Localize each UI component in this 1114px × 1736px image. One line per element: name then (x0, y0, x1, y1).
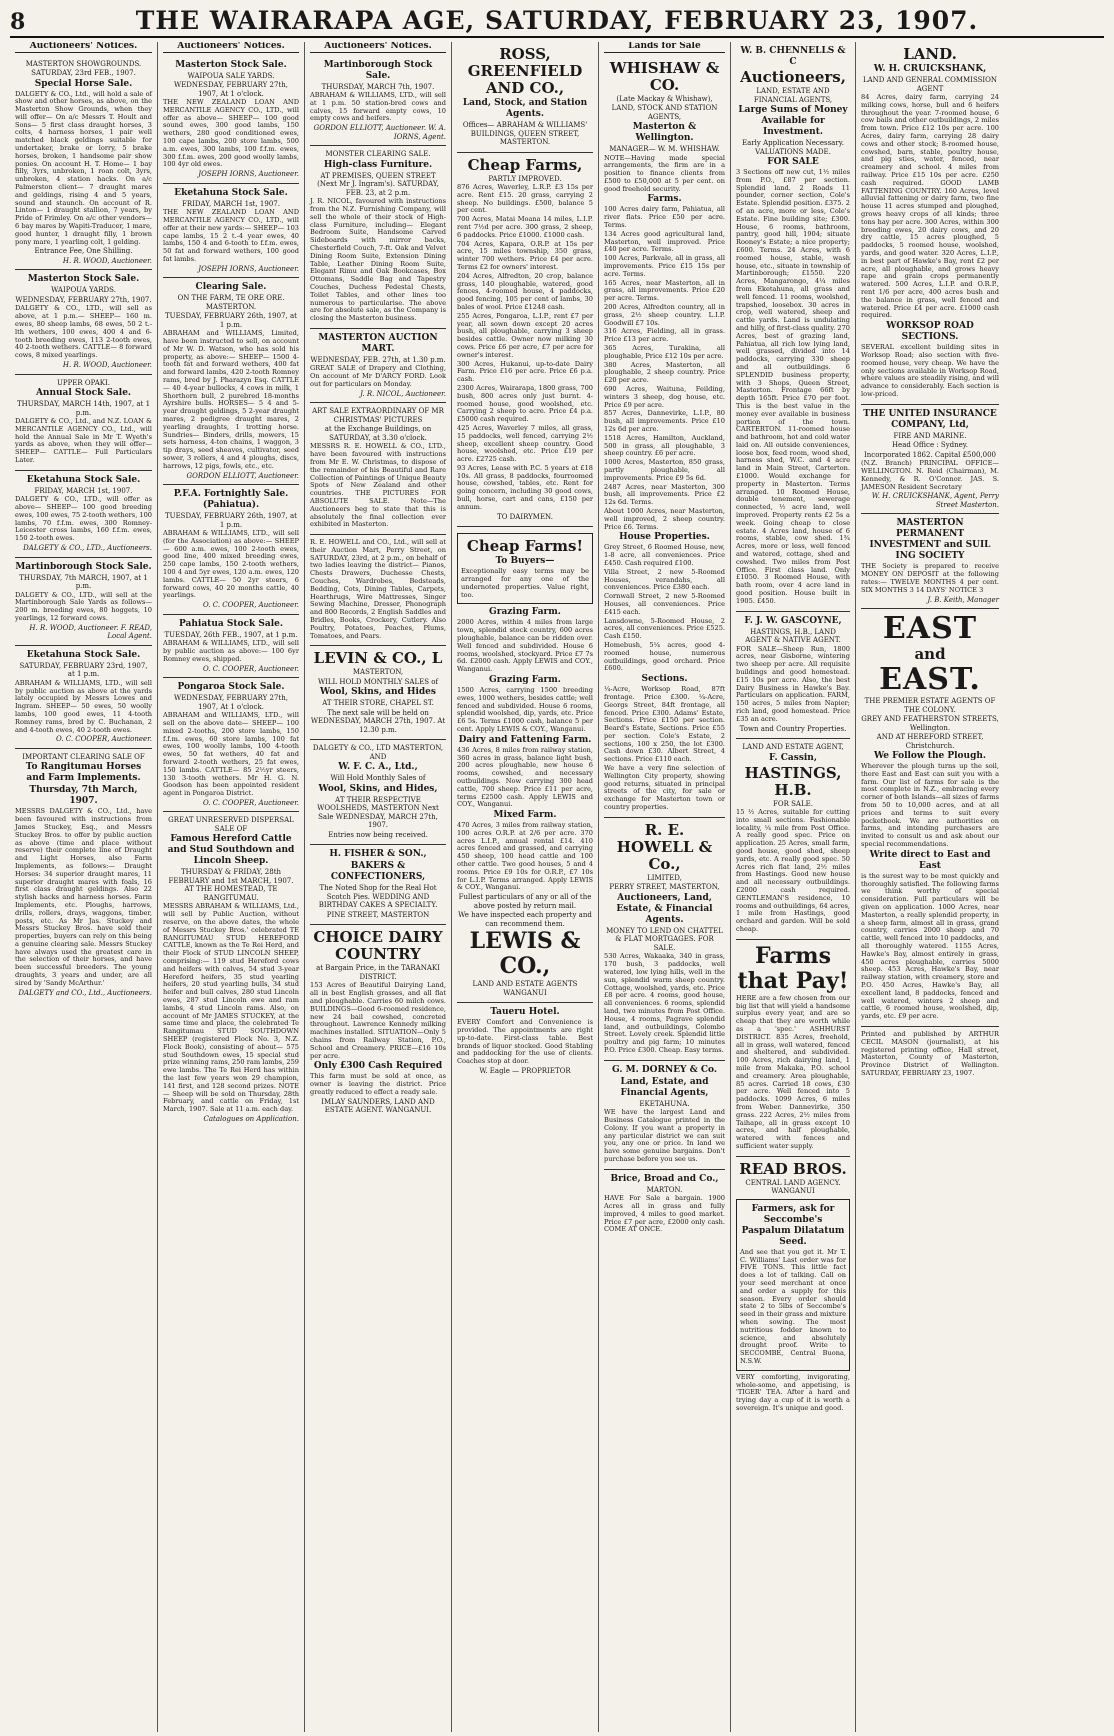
farm-listing: 93 Acres, Lease with P.C. 5 years at £18 10s. All grass, 8 paddocks, fourroomed house, cowshed, tables, etc. Rent for going concern, including 30 good cows, bull, horse, cart and cans, £150 per annum. (457, 463, 593, 511)
column-4 (452, 42, 599, 1732)
farm-listing: 200 Acres, Alfredton country, all in grass, 2½ sheep country. L.I.P. Goodwill £7 10s. (604, 303, 725, 327)
ad-ross-greenfield: ROSS, GREENFIELD AND CO., Land, Stock, and Station Agents. Offices— ABRAHAM & WILLIAMS' BUILDINGS, QUEEN STREET, MASTERTON. (457, 42, 593, 153)
farm-listing: 316 Acres, Fielding, all in grass. Price £13 per acre. (604, 327, 725, 344)
farm-listing: 365 Acres, Turakina, all ploughable, Price £12 10s per acre. (604, 344, 725, 360)
ad-fisher-bakers: H. FISHER & SON., BAKERS & CONFECTIONERS, The Noted Shop for the Real Hot Scotch Pies. WEDDING AND BIRTHDAY CAKES A SPECIALTY. PINE STREET, MASTERTON (310, 845, 446, 925)
ad-masterton-stock-sale: Masterton Stock Sale. WAIPOUA YARDS. WEDNESDAY, FEBRUARY 27th, 1907. DALGETY & CO., LTD., will sell as above, at 1 p.m.— SHEEP— 160 m. ewes, 80 sheep lambs, 68 ewes, 50 2 t.-lth wethers, 100 ewes, 400 4 and 6-tooth breeding ewes, 113 2-tooth ewes, 40 2-tooth wethers. CATTLE— 8 forward cows, 8 mixed yearlings. H. R. WOOD, Auctioneer. (15, 270, 152, 374)
imprint-footer: Printed and published by ARTHUR CECIL MASON (journalist), at his registered printing office, Hall street, Masterton, County of Masterton, Province District of Wellington. SATURDAY, FEBRUARY 23, 1907. (861, 1029, 999, 1077)
ad-rangitumau-clearing-sale: IMPORTANT CLEARING SALE OF To Rangitumau Horses and Farm Implements. Thursday, 7th March, 1907. MESSRS DALGETY & CO., Ltd., have been favoured with instructions from James Stuckey, Esq., and Messrs Stuckey Bros. to offer by public auction as above (time and place without reserve) their complete line of Draught and Light Horses, also Farm Implements, as follows:— Draught Horses: 34 superior draught mares, 11 superior draught mares with foals, 16 first class draught geldings. Also 22 stylish hacks and harness horses. Farm Implements, etc. Ploughs, harrows, drills, rollers, drays, waggons, timber, posts, etc. As Mr Jas. Stuckey and Messrs Stuckey Bros. have sold their properties, buyers can rely on this being a genuine clearing sale. Messrs Stuckey have always used the greatest care in the selection of their horses, and have been successful breeders. The young draughts, 3 years and under, are all sired by 'Sandy McArthur.' DALGETY and CO., Ltd., Auctioneers. (15, 752, 152, 997)
column-heading: Auctioneers' Notices. (163, 42, 299, 53)
columns (10, 42, 1104, 1732)
farm-listing: 704 Acres, Kapara, O.R.P. at 15s per acre, 15 miles township, 350 grass, winter 700 wethers. Price £4 per acre. Terms £2 for owners' interest. (457, 239, 593, 271)
farm-listing: 165 Acres, near Masterton, all in grass, all improvements. Price £20 per acre. Terms. (604, 278, 725, 303)
farm-listing: 425 Acres, Waverley 7 miles, all grass, 15 paddocks, well fenced, carrying 2½ sheep, excellent sheep country. Good house, woolshed, etc. Price £19 per acre. £2725 cash. (457, 423, 593, 464)
ad-taueru-hotel: Taueru Hotel. EVERY Comfort and Convenience is provided. The appointments are right up-to-date. First-class table. Best brands of liquor stocked. Good Stabling and paddocking for the use of clients. Coaches stop at door. W. Eagle — PROPRIETOR (457, 1007, 593, 1076)
farm-listing: 876 Acres, Waverley, L.R.P. £3 15s per acre. Rent £15. 20 grass, carrying 2 sheep. No buildings. £500, balance 5 per cent. (457, 183, 593, 215)
ad-permanent-investment: MASTERTON PERMANENT INVESTMENT and SUIL ING SOCIETY THE Society is prepared to receive MONEY ON DEPOSIT at the following rates:— TWELVE MONTHS 4 per cent. SIX MONTHS 3 14 DAYS' NOTICE 3 J. B. Keith, Manager (861, 514, 999, 609)
farm-listing: 2487 Acres, near Masterton, 300 bush, all improvements. Price £2 12s 6d. Terms. (604, 482, 725, 507)
ad-levin-wool-sales: LEVIN & CO., L MASTERTON, WILL HOLD MONTHLY SALES of Wool, Skins, and Hides AT THEIR STORE, CHAPEL ST. The next sale will be held on WEDNESDAY, MARCH 27th, 1907. At 12.30 p.m. (310, 646, 446, 740)
ad-pfa-fortnightly-sale: P.F.A. Fortnightly Sale. (Pahiatua). TUESDAY, FEBRUARY 26th, 1907, at 1 p.m. ABRAHAM & WILLIAMS, LTD., will sell (for the Association) as above:— SHEEP— 600 a.m. ewes, 100 2-tooth ewes, good line, 400 mixed breeding ewes, 250 cape lambs, 150 2-tooth wethers, 100 4 and 5yr ewes, 120 a.m. ewes, 120 lambs. CATTLE— 50 2yr steers, 6 forward cows, 40 20 months cattle, 40 yearlings. O. C. COOPER, Auctioneer. (163, 485, 299, 615)
ad-art-sale: ART SALE EXTRAORDINARY OF MR CHRISTMAS' PICTURES at the Exchange Buildings, on SATURDAY, at 3.30 o'clock. MESSRS R. E. HOWELL & CO., LTD., have been favoured with instructions from Mr E. W. Christmas, to dispose of the remainder of his Beautiful and Rare Collection of Paintings of Unique Beauty Spots of New Zealand and other countries. THE PICTURES FOR ABSOLUTE SALE. Note—The Auctioneers beg to state that this is absolutely the final collection ever exhibited in Masterton. (310, 403, 446, 535)
ad-brice-broad: Brice, Broad and Co., MARTON. HAVE For Sale a bargain. 1900 Acres all in grass and fully improved, 4 miles to good market. Price £7 per acre, £2000 only cash. COME AT ONCE. (604, 1173, 725, 1234)
ad-cassin: LAND AND ESTATE AGENT, F. Cassin, HASTINGS, H.B. FOR SALE. 15 ½ Acres, suitable for cutting into small sections. Fashionable locality, ¼ mile from Post Office. A really good spec. Price on application. 25 Acres, small farm, good house, good shed, sheep yards, etc. A really good spec. 50 Acres rich flat land, 2½ miles from Hastings. Good new house and all necessary outbuildings. £2000 cash required. GENTLEMAN'S residence, 10 rooms and outbuildings, 64 acres, 1 mile from Hastings, good orchard and garden. Will be sold cheap. (736, 739, 850, 940)
column-6 (731, 42, 856, 1732)
farm-listing: 100 Acres, Parkvale, all in grass, all improvements. Price £15 15s per acre. Terms. (604, 254, 725, 278)
ad-cheap-farms-buyers: Cheap Farms! To Buyers— Exceptionally easy terms may be arranged for any one of the undernoted properties. Value right, too. Grazing Farm. 2000 Acres, within 4 miles from large town, splendid stock country, 600 acres ploughable, balance can be ridden over. Well fenced and subdivided. House 6 rooms, woolshed, stockyard. Price £7 7s 6d. £2000 cash. Apply LEWIS and COY., Wanganui. Grazing Farm. 1500 Acres, carrying 1500 breeding ewes, 1000 wethers, besides cattle; well fenced and subdivided. House 6 rooms, splendid woolshed, dip, yards, etc. Price £6 5s. Terms £1000 cash, balance 5 per cent. Apply LEWIS & COY., Wanganui. Dairy and Fattening Farm. 436 Acres, 8 miles from railway station, 360 acres in grass, balance light bush, 200 acres ploughable, new house 6 rooms, cowshed, and necessary outbuildings. Now carrying 300 head cattle, 700 sheep. Price £11 per acre, terms £2500 cash. Apply LEWIS and COY., Wanganui. Mixed Farm. 470 Acres, 3 miles from railway station, 100 acres O.R.P. at 2/6 per acre. 370 acres L.I.P., annual rental £14. 410 acres fenced and grassed, and carrying 450 sheep, 100 head cattle and 100 other cattle. Two good houses, 5 and 4 rooms. Price £9 10s for O.R.P., £7 10s for L.I.P. Terms arranged. Apply LEWIS & COY., Wanganui. Fullest particulars of any or all of the above posted by return mail. We have inspected each property and can recommend them. LEWIS & CO., LAND AND ESTATE AGENTS WANGANUI (457, 527, 593, 1003)
ad-read-bros: READ BROS. CENTRAL LAND AGENCY. WANGANUI Farmers, ask for Seccombe's Paspalum Dilatatum Seed. And see that you get it. Mr T. C. Williams' Last order was for FIVE TONS. This little fact does a lot of talking. Call on your seed merchant at once and order a supply for this season. Every order should state 2 to 5lbs of Seccombe's seed in their grass and mixture when sowing. The most nutritious fodder known to science, and absolutely drought proof. Write to SECCOMBE, Central Buona, N.S.W. VERY comforting, invigorating, whole-some, and appetising, is 'TIGER' TEA. After a hard and trying day a cup of it is worth a sovereign. It's unique and good. (736, 1159, 850, 1412)
ad-pongaroa-stock-sale: Pongaroa Stock Sale. WEDNESDAY, FEBRUARY 27th, 1907, At 1 o'clock. ABRAHAM and WILLIAMS, LTD., will sell on the above date— SHEEP— 100 mixed 2-tooths, 200 store lambs, 150 f.f.m. ewes, 60 store lambs, 100 fat ewes, 100 woolly lambs, 100 4-tooth ewes, 50 fat wethers, 40 fat and forward 2-tooth wethers, 25 fat ewes, 150 lambs. CATTLE— 85 2½yr steers, 130 3-tooth wethers. Mr H. G. N. Goodson has been appointed resident agent in Pongaroa District. O. C. COOPER, Auctioneer. (163, 678, 299, 812)
house-listing: Villa Street, 2 new 5-Roomed Houses, verandahs, all conveniences. Price £380 each. (604, 567, 725, 592)
ad-masterton-stock-sale-nzl: Masterton Stock Sale. WAIPOUA SALE YARDS. WEDNESDAY, FEBRUARY 27th, 1907, At 1 o'clock. THE NEW ZEALAND LOAN AND MERCANTILE AGENCY CO., LTD., will offer as above— SHEEP— 100 good sound ewes, 300 good lambs, 150 wethers, 280 good conditioned ewes, 100 cape lambs, 200 store lambs, 500 a.m. ewes, 300 lambs, 100 f.f.m. ewes, 300 f.f.m. ewes, 200 good woolly lambs, 100 4yr old ewes. JOSEPH IORNS, Auctioneer. (163, 56, 299, 184)
farm-listing: 1518 Acres, Hamilton, Auckland, 500 in grass, all ploughable, 3 sheep country. £6 per acre. (604, 433, 725, 458)
column-2 (158, 42, 305, 1732)
column-3 (305, 42, 452, 1732)
ad-hereford-dispersal-sale: GREAT UNRESERVED DISPERSAL SALE OF Famous Hereford Cattle and Stud Southdown and Lincoln Sheep. THURSDAY & FRIDAY, 28th FEBRUARY and 1st MARCH, 1907. AT THE HOMESTEAD, TE RANGITUMAU. MESSRS ABRAHAM & WILLIAMS, Ltd., will sell by Public Auction, without reserve, on the above dates, the whole of Messrs Stuckey Bros.' celebrated TE RANGITUMAU STUD HEREFORD CATTLE, known as the Te Rei Herd, and their Flock of STUD LINCOLN SHEEP, comprising:— 119 stud Hereford cows and heifers with calves, 54 stud 3-year Hereford heifers, 35 stud yearling heifers, 20 stud yearling bulls, 34 stud heifer and bull calves, 280 stud Lincoln ewes, 287 stud Lincoln ewe and ram lambs, 4 stud Lincoln rams. Also, on account of Mr JAMES STUCKEY, at the same time and place, the celebrated Te Rangitumau STUD SOUTHDOWN SHEEP (registered Flock No. 3, N.Z. Flock Book), consisting of about— 575 stud Southdown ewes, 15 special stud prize winning rams, 250 ram lambs, 259 ewe lambs. The Te Rei Herd has within the last few years won 29 champion, 141 first, and 128 second prizes. NOTE— Sheep will be sold on Thursday, 28th February, and cattle on Friday, 1st March, 1907. Sale at 11 a.m. each day. Catalogues on Application. (163, 816, 299, 1123)
farm-listing: 204 Acres, Alfredton, 20 crop, balance grass, 140 ploughable, watered, good fences, 4-roomed house, 4 paddocks, good fencing, 105 per cent of lambs, 30 bales of wool. Price £1248 cash. (457, 271, 593, 311)
ad-dorney-co: G. M. DORNEY & Co. Land, Estate, and Financial Agents, EKETAHUNA. WE have the largest Land and Business Catalogue printed in the Colony. If you want a property in any particular district we can suit you, any one or price. In land we have some genuine bargains. Don't purchase before you see us. (604, 1061, 725, 1170)
ad-furniture-clearing-sale: MONSTER CLEARING SALE. High-class Furniture. AT PREMISES, QUEEN STREET (Next Mr J. Ingram's). SATURDAY, FEB. 23, at 2 p.m. J. R. NICOL, favoured with instructions from the N.Z. Furnishing Company, will sell the whole of their stock of High-class Furniture, including— Elegant Bedroom Suite, Handsome Carved Sideboards with mirror backs, Chesterfield Couch, 7-ft. Oak and Velvet Dining Room Suite, Extension Dining Table, Leather Dining Room Suite, Elegant Rimu and Oak Bookcases, Box Ottomans, Saddle Bag and Tapestry Couches, Duchess Pedestal Chests, Toilet Tables, and other lines too numerous to particularise. The above are for absolute sale, as the Company is closing the Masterton business. (310, 146, 446, 329)
ad-annual-stock-sale: UPPER OPAKI. Annual Stock Sale. THURSDAY, MARCH 14th, 1907, at 1 p.m. DALGETY & CO., Ltd., and N.Z. LOAN & MERCANTILE AGENCY CO., Ltd., will hold the Annual Sale in Mr T. Wyeth's yards as above, when they will offer— SHEEP— CATTLE— Full Particulars Later. (15, 375, 152, 471)
column-1 (10, 42, 158, 1732)
house-listing: Grey Street, 6 Roomed House, new, 1-8 acre, all conveniences. Price £450. Cash required £100. (604, 543, 725, 567)
masthead (10, 6, 1104, 38)
column-5 (599, 42, 731, 1732)
farm-listing: 1000 Acres, Masterton, 850 grass, partly ploughable, all improvements. Price £9 5s 6d. (604, 458, 725, 482)
ad-martinborough-stock-sale: Martinborough Stock Sale. THURSDAY, 7th MARCH, 1907, at 1 p.m. DALGETY & CO., LTD., will sell at the Martinborough Sale Yards as follows— 200 m. breeding ewes, 80 hoggets, 10 yearlings, 12 forward cows. H. R. WOOD, Auctioneer. F. READ, Local Agent. (15, 558, 152, 646)
ad-chennells: W. B. CHENNELLS & C Auctioneers, LAND, ESTATE AND FINANCIAL AGENTS, Large Sums of Money Available for Investment. Early Application Necessary. VALUATIONS MADE. FOR SALE 3 Sections off new cut, 1½ miles from P.O., £87 per section. Splendid land. 2 Roads 11 pounder, corner section, Cole's Estate. Splendid position. £375. 2 of an acre, more or less, Cole's Estate. Fine building site; £300. House, 6 rooms, bathroom, pantry, good hill, 1904; situate Rooney's Estate; a nice property; £600. Terms. 24 Acres, with 6 roomed house, stable, wash house, etc., situate in township of Martinborough; £1550. 220 Acres, Mangarongo, 4¼ miles from Eketahuna, all grass and well fenced. 11 rooms, woolshed, trapshed, loosebox. 30 acres in crop, well watered, sheep and cattle yards. Land is undulating and hilly, of first-class quality. 270 Acres, best of grazing land, Pahiatua, all rich low lying land, well grassed, divided into 14 paddocks, carrying 330 sheep and all outbuildings. 6 SPLENDID business property, with 3 Shops, Queen Street, Masterton. Frontage 66ft by depth 165ft. Price £70 per foot. This is the best value in the money ever available in business portion of the town. CARTERTON. 11-roomed house and bathroom, hot and cold water laid on. All outside conveniences, loose box, feed room, wood shed, harness shed, W.C. and 4 acre land in Main Street, Carterton. £1000. Would exchange for property in Masterton. Terms arranged. 10 Roomed House, double tenement, sewerage connected, ½ acre land, well improved. Property rents £2 5s a week. Going cheap to close estate. 4 Acres land, house of 6 rooms, stable, cow shed. 1¾ Acres, more or less, well fenced and watered, cottage, shed and cowshed. Two miles from Post Office. First class land. Only £1050. 3 Roomed House, with bath room, over 4 acre land in good position. House built in 1905. £450. (736, 42, 850, 612)
ad-clearing-sale: Clearing Sale. ON THE FARM, TE ORE ORE. MASTERTON. TUESDAY, FEBRUARY 26th, 1907, at 1 p.m. ABRAHAM and WILLIAMS, Limited, have been instructed to sell, on account of Mr W. D. Watson, who has sold his property, as above:— SHEEP— 1500 4-tooth fat and forward wethers, 400 fat and forward lambs, 420 2-tooth Romney rams, bred by J. Pharazyn Esq. CATTLE— 40 4-year bullocks, 4 cows in milk, 1 Shorthorn bull, 2 purebred 18-months Ayrshire bulls. HORSES— 5 4 and 5-year draught geldings, 5 2-year draught mares, 2 pedigree draught mares, 2 yearling draughts, 1 trotting horse. Sundries— Binders, drills, mowers, 15 sets harness, 4-ton chains, 1 waggon, 3 tip drays, seed sheaves, cultivator, seed sower, 3 rollers, 4 and 4 ploughs, discs, harrows, 12 pigs, fowls, etc., etc. GORDON ELLIOTT, Auctioneer. (163, 278, 299, 485)
column-heading: Auctioneers' Notices. (310, 42, 446, 53)
farm-listing: 300 Acres, Hukanui, up-to-date Dairy Farm. Price £16 per acre. Price £6 p.a. cash. (457, 359, 593, 384)
ad-cheap-farms: Cheap Farms, PARTLY IMPROVED. 876 Acres, Waverley, L.R.P. £3 15s per acre. Rent £15. 20 grass, carrying 2 sheep. No buildings. £500, balance 5 per cent. 700 Acres, Matai Moana 14 miles, L.I.P. rent 7½d per acre. 300 grass, 2 sheep, 6 paddocks. Price £1000. £1000 cash. 704 Acres, Kapara, O.R.P. at 15s per acre, 15 miles township, 350 grass, winter 700 wethers. Price £4 per acre. Terms £2 for owners' interest. 204 Acres, Alfredton, 20 crop, balance grass, 140 ploughable, watered, good fences, 4-roomed house, 4 paddocks, good fencing, 105 per cent of lambs, 30 bales of wool. Price £1248 cash. 255 Acres, Pongaroa, L.I.P., rent £7 per year, all sown down except 20 acres bush, all ploughable, carrying 3 sheep besides cattle. Owner now milking 30 cows. Price £6 per acre, £7 per acre for owner's interest. 300 Acres, Hukanui, up-to-date Dairy Farm. Price £16 per acre. Price £6 p.a. cash. 2300 Acres, Wairarapa, 1800 grass, 700 bush, 800 acres only just burnt. 4-roomed house, good woolshed, etc. Carrying 2 sheep to acre. Price £4 p.a. £5000 cash required. 425 Acres, Waverley 7 miles, all grass, 15 paddocks, well fenced, carrying 2½ sheep, excellent sheep country. Good house, woolshed, etc. Price £19 per acre. £2725 cash. 93 Acres, Lease with P.C. 5 years at £18 10s. All grass, 8 paddocks, fourroomed house, cowshed, tables, etc. Rent for going concern, including 30 good cows, bull, horse, cart and cans, £150 per annum. TO DAIRYMEN. (457, 153, 593, 528)
page-number: 8 (10, 9, 26, 35)
farm-listing: 100 Acres dairy farm, Pahiatua, all river flats. Price £50 per acre. Terms. (604, 205, 725, 230)
newspaper-title: THE WAIRARAPA AGE, SATURDAY, FEBRUARY 23, 1907. (135, 6, 979, 35)
ad-howell-auction: R. E. HOWELL and CO., Ltd., will sell at their Auction Mart, Perry Street, on SATURDAY, 23rd, at 2 p.m., on behalf of two ladies leaving the district— Pianos, Chests Drawers, Duchesse Chests, Couches, Wardrobes, Bedsteads, Bedding, Cots, Dining Tables, Carpets, Hearthrugs, Wire Mattresses, Singer Sewing Machine, Dresser, Phonograph and 800 Records, 2 English Saddles and Bridles, Books, Crockery, Cutlery. Also Poultry, Potatoes, Peaches, Plums, Tomatoes, and Pears. (310, 535, 446, 646)
house-listing: Cornwall Street, 2 new 5-Roomed Houses, all conveniences. Price £415 each. (604, 592, 725, 616)
column-heading: Auctioneers' Notices. (15, 42, 152, 53)
column-7 (856, 42, 1004, 1732)
house-listing: Lansdowne, 5-Roomed House, 2 acres, all conveniences. Price £525. Cash £150. (604, 616, 725, 641)
farm-listing: About 1000 Acres, near Masterton, well improved, 2 sheep country. Price £6. Terms. (604, 506, 725, 531)
ad-pahiatua-stock-sale: Pahiatua Stock Sale. TUESDAY, 26th FEB., 1907, at 1 p.m. ABRAHAM & WILLIAMS, LTD., will sell by public auction as above:— 100 6yr Romney ewes, shipped. O. C. COOPER, Auctioneer. (163, 615, 299, 678)
farm-listing: 857 Acres, Dannevirke, L.I.P., 80 bush, all improvements. Price £10 12s 6d per acre. (604, 409, 725, 433)
farm-listing: 700 Acres, Matai Moana 14 miles, L.I.P. rent 7½d per acre. 300 grass, 2 sheep, 6 paddocks. Price £1000. £1000 cash. (457, 215, 593, 239)
ad-auction-mart: MASTERTON AUCTION MART. WEDNESDAY, FEB. 27th, at 1.30 p.m. GREAT SALE of Drapery and Clothing, On account of Mr D'ARCY FORD. Look out for particulars on Monday. J. R. NICOL, Auctioneer. (310, 329, 446, 403)
ad-choice-dairy-country: CHOICE DAIRY COUNTRY at Bargain Price, in the TARANAKI DISTRICT. 153 Acres of Beautiful Dairying Land, all in best English grasses, and all flat and ploughable. Carries 60 milch cows. BUILDINGS—Good 6-roomed residence, new 24 bail cowshed, concreted throughout. Lawrence Kennedy milking machines installed. SITUATION—Only 5 chains from Railway Station, P.O., School and Creamery. PRICE—£16 10s per acre. Only £300 Cash Required This farm must be sold at once, as owner is leaving the district. Price greatly reduced to effect a ready sale. IMLAY SAUNDERS, LAND AND ESTATE AGENT. WANGANUI. (310, 928, 446, 1115)
farm-listing: 380 Acres, Masterton, all ploughable, 2 sheep country. Price £20 per acre. (604, 360, 725, 385)
ad-united-insurance: THE UNITED INSURANCE COMPANY, Ltd, FIRE AND MARINE. Head Office : Sydney. Incorporated 1862. Capital £500,000 (N.Z. Branch) PRINCIPAL OFFICE—WELLINGTON. N. Reid (Chairman), M. Kennedy, & R. O'Connor. JAS. S. JAMESON Resident Secretary W. H. CRUICKSHANK, Agent, Perry Street Masterton. (861, 405, 999, 515)
ad-gascoyne: F. J. W. GASCOYNE, HASTINGS, H.B., LAND AGENT & NATIVE AGENT. FOR SALE—Sheep Run, 1800 acres, near Gisborne, wintering two sheep per acre. All requisite buildings and good homestead. £15 10s per acre. Also, the best Dairy Business in Hawke's Bay. Particulars on application. FARM, 150 acres, 5 miles from Napier; rich land, good homestead. Price £35 an acre. Town and Country Properties. (736, 612, 850, 739)
ad-whishaw: WHISHAW & CO. (Late Mackay & Whishaw), LAND, STOCK AND STATION AGENTS, Masterton & Wellington. MANAGER— W. M. WHISHAW. NOTE—Having made special arrangements, the firm are in a position to finance clients from £500 to £50,000 at 5 per cent. on good freehold security. Farms. 100 Acres dairy farm, Pahiatua, all river flats. Price £50 per acre. Terms. 134 Acres good agricultural land, Masterton, well improved. Price £40 per acre. Terms. 100 Acres, Parkvale, all in grass, all improvements. Price £15 15s per acre. Terms. 165 Acres, near Masterton, all in grass, all improvements. Price £20 per acre. Terms. 200 Acres, Alfredton country, all in grass, 2½ sheep country. L.I.P. Goodwill £7 10s. 316 Acres, Fielding, all in grass. Price £13 per acre. 365 Acres, Turakina, all ploughable, Price £12 10s per acre. 380 Acres, Masterton, all ploughable, 2 sheep country. Price £20 per acre. 690 Acres, Waituna, Feilding, winters 3 sheep, dog house, etc. Price £9 per acre. 857 Acres, Dannevirke, L.I.P., 80 bush, all improvements. Price £10 12s 6d per acre. 1518 Acres, Hamilton, Auckland, 500 in grass, all ploughable, 3 sheep country. £6 per acre. 1000 Acres, Masterton, 850 grass, partly ploughable, all improvements. Price £9 5s 6d. 2487 Acres, near Masterton, 300 bush, all improvements. Price £2 12s 6d. Terms. About 1000 Acres, near Masterton, well improved, 2 sheep country. Price £6. Terms. House Properties. Grey Street, 6 Roomed House, new, 1-8 acre, all conveniences. Price £450. Cash required £100. Villa Street, 2 new 5-Roomed Houses, verandahs, all conveniences. Price £380 each. Cornwall Street, 2 new 5-Roomed Houses, all conveniences. Price £415 each. Lansdowne, 5-Roomed House, 2 acres, all conveniences. Price £525. Cash £150. Homebush, 5¼ acres, good 4-roomed house, numerous outbuildings, good orchard. Price £600. Sections. ¼-Acre, Worksop Road, 87ft frontage. Price £300. ¼-Acre, Georgs Street, 84ft frontage, all fenced. Price £300. Adams' Estate, Sections. Price £150 per section. Beard's Estate, Sections. Price £55 per section. Cole's Estate, 2 sections, 100 x 250, the lot £300. Cash down £30. Albert Street, 4 sections. Price £110 each. We have a very fine selection of Wellington City property, showing good returns, situated in principal streets of the city, for sale or exchange for Masterton town or country properties. (604, 56, 725, 818)
ad-eketahuna-stock-sale-nzl: Eketahuna Stock Sale. FRIDAY, MARCH 1st, 1907. THE NEW ZEALAND LOAN AND MERCANTILE AGENCY CO., LTD., will offer at their new yards:— SHEEP— 103 cape lambs, 15 2 t.-4 year ewes, 40 lambs, 150 4 and 6-tooth to f.f.m. ewes, 50 fat and forward wethers, 100 good fat lambs. JOSEPH IORNS, Auctioneer. (163, 184, 299, 279)
ad-heading: Special Horse Sale. (34, 78, 133, 89)
ad-eketahuna-stock-sale: Eketahuna Stock Sale. FRIDAY, MARCH 1st, 1907. DALGETY & CO., LTD., will offer as above— SHEEP— 100 good breeding ewes, 100 ewes, 75 2-tooth wethers, 100 lambs, 70 f.f.m. ewes, 300 Romney-Leicester cross lambs, 160 f.f.m. ewes, 150 2-tooth ewes. DALGETY & CO., LTD., Auctioneers. (15, 471, 152, 558)
ad-east-and-east: EAST and EAST. THE PREMIER ESTATE AGENTS OF THE COLONY. GREY AND FEATHERSTON STREETS, Wellington. AND AT HEREFORD STREET, Christchurch. We Follow the Plough. Wherever the plough turns up the soil, there East and East can suit you with a farm. Our list of farms for sale is the most complete in N.Z., embracing every corner of both Islands—all sizes of farms from 50 to 10,000 acres, and at all prices and terms to suit every pocketbook. We are authorities on farms, and intending purchasers are invited to consult us and ask about our special recommendations. Write direct to East and East is the surest way to be most quickly and thoroughly satisfied. The following farms we think worthy of special consideration. Full particulars will be given on application. 1000 Acres, near Masterton, a really splendid property, in a sheep farm, almost all in grass, grand country, carries 2000 sheep and 70 cattle, well fenced into 10 paddocks, and all thoroughly watered. 1155 Acres, Hawke's Bay, almost entirely in grass, 450 acres ploughable, carries 5000 sheep. 453 Acres, Hawke's Bay, near railway station, with creamery, store and P.O. 450 Acres, Hawke's Bay, all excellent land, 8 paddocks, fenced and well watered, winters 2 sheep and cattle, 6 roomed house, woolshed, dip, yards, etc. £9 per acre. (861, 609, 999, 1027)
ad-farms-that-pay: Farms that Pay! HERE are a few chosen from our big list that will yield a handsome surplus every year, and are so cheap that they are worth while as a 'spec.' ASHHURST DISTRICT. 835 Acres, freehold, all in grass, well watered, fenced and sheltered, and subdivided. 100 Acres, rich dairying land, 1 mile from Makaka, P.O. school and creamery. Area ploughable, 85 acres. Carried 18 cows, £30 per acre. Well fenced into 5 paddocks. 1099 Acres, 6 miles from Weber. Dannevirke, 350 grass. 222 Acres, 2½ miles from Taihape, all in grass except 10 acres, and half ploughable, watered with fences and sufficient water supply. (736, 940, 850, 1157)
farm-listing: 2300 Acres, Wairarapa, 1800 grass, 700 bush, 800 acres only just burnt. 4-roomed house, good woolshed, etc. Carrying 2 sheep to acre. Price £4 p.a. £5000 cash required. (457, 383, 593, 424)
ad-howell-co: R. E. HOWELL & Co., LIMITED, PERRY STREET, MASTERTON, Auctioneers, Land, Estate, & Financial Agents. MONEY TO LEND ON CHATTEL & FLAT MORTGAGES. FOR SALE. 530 Acres, Wakaaka, 340 in grass, 170 bush, 3 paddocks, well watered, low lying hills, well in the sun, splendid warm sheep country. Cottage, woolshed, yards, etc. Price £8 per acre. 4 rooms, good house, all conveniences. 6 rooms, splendid land, two minutes from Post Office. House, 4 rooms, Pagrave splendid land, and outbuildings, Colombo Street. Lovely creek. Splendid little poultry and pig farm; 10 minutes P.O. Price £300. Cheap. Easy terms. (604, 818, 725, 1061)
column-heading: Lands for Sale (604, 42, 725, 53)
ad-eketahuna-stock-sale-2: Eketahuna Stock Sale. SATURDAY, FEBRUARY 23rd, 1907, at 1 p.m. ABRAHAM & WILLIAMS, LTD., will sell by public auction as above at the yards lately occupied by Messrs Lowes and Ingram. SHEEP— 50 ewes, 50 woolly lambs, 100 good ewes, 11 4-tooth Romney rams, bred by C. Buchanan, 2 and 4-tooth ewes, 40 2-tooth ewes. O. C. COOPER, Auctioneer. (15, 646, 152, 749)
ad-martinborough-stock-sale-aw: Martinborough Stock Sale. THURSDAY, MARCH 7th, 1907. ABRAHAM & WILLIAMS, LTD., will sell at 1 p.m. 50 station-bred cows and calves, 15 forward empty cows, 10 empty cows and heifers. GORDON ELLIOTT, Auctioneer. W. A. IORNS, Agent. (310, 56, 446, 147)
farm-listing: 255 Acres, Pongaroa, L.I.P., rent £7 per year, all sown down except 20 acres bush, all ploughable, carrying 3 sheep besides cattle. Owner now milking 30 cows. Price £6 per acre, £7 per acre for owner's interest. (457, 311, 593, 359)
ad-cruickshank: LAND. W. H. CRUICKSHANK, LAND AND GENERAL COMMISSION AGENT 84 Acres, dairy farm, carrying 24 milking cows, horse, bull and 6 heifers throughout the year. 7-roomed house, 6 cow bails and other outbuildings, 2 miles from town. Price £12 10s per acre. 100 Acres, dairy farm, carrying 28 dairy cows and other stock; 8-roomed house, cowshed, barn, stable, poultry house, and pig sties, water, fenced, near creamery and school. 4 miles from railway. Price £15 10s per acre. £250 cash required. GOOD LAMB FATTENING COUNTRY. 160 Acres, level alluvial fattening or dairy farm, two fine house 11 acres stumped and ploughed, grows heavy crops of all kinds; three tons hay per acre. 300 Acres, within 300 breeding ewes, 20 dairy cows, and 20 dry cattle, 15 acres ploughed, 5 paddocks, 5 roomed house, woolshed, yards, and good water. 320 Acres, L.I.P., in best part of Hawke's Bay, rent £2 per acre, all ploughable, and grows heavy rape and grain crops permanently watered. 500 Acres, L.I.P. and O.R.P., rent 1/6 per acre, 400 acres bush and the balance in grass, well fenced and watered. Price £4 per acre. £1000 cash required. WORKSOP ROAD SECTIONS. SEVERAL excellent building sites in Worksop Road; also section with five-roomed house, very cheap. We have the only sections available in Worksop Road, where values are steadily rising, and will advance to considerably. Each section is low-priced. (861, 42, 999, 405)
farm-listing: 134 Acres good agricultural land, Masterton, well improved. Price £40 per acre. Terms. (604, 229, 725, 254)
ad-dalgety-wool-sales: DALGETY & CO., LTD MASTERTON, AND W. F. C. A., Ltd., Will Hold Monthly Sales of Wool, Skins, and Hides, AT THEIR RESPECTIVE WOOLSHEDS, MASTERTON Next Sale WEDNESDAY, MARCH 27th, 1907. Entries now being received. (310, 740, 446, 845)
ad-special-horse-sale: MASTERTON SHOWGROUNDS. SATURDAY, 23rd FEB., 1907. Special Horse Sale. DALGETY & CO., Ltd., will hold a sale of show and other horses, as above, on the Masterton Show Grounds, when they will offer— On a/c Messrs T. Hoult and Sons— 5 first class draught horses, 3 colts, 4 harness horses, 1 pair well matched black geldings suitable for undertaker, brake or lorry, 5 brake horses, broken, 1 handsome pair show ponies. On account H. T. Home— 1 bay filly, 3yrs, unbroken, 1 roan colt, 3yrs, unbroken, 4 station hacks. On a/c Palmerston client— 7 draught mares and geldings, rising 4 and 5 years, sound and staunch. On account of R. Linton— 1 draught stallion, 7 years, by Pride of Frimley. On a/c other vendors— 6 bay mares by Wapiti-Traducer, 1 mare, good hunter, 1 draught filly, 1 brown pony mare, 1 yearling colt, 1 gelding. Entrance Fee, One Shilling. H. R. WOOD, Auctioneer. (15, 56, 152, 271)
farm-listing: 690 Acres, Waituna, Feilding, winters 3 sheep, dog house, etc. Price £9 per acre. (604, 385, 725, 409)
house-listing: Homebush, 5¼ acres, good 4-roomed house, numerous outbuildings, good orchard. Price £600. (604, 640, 725, 673)
